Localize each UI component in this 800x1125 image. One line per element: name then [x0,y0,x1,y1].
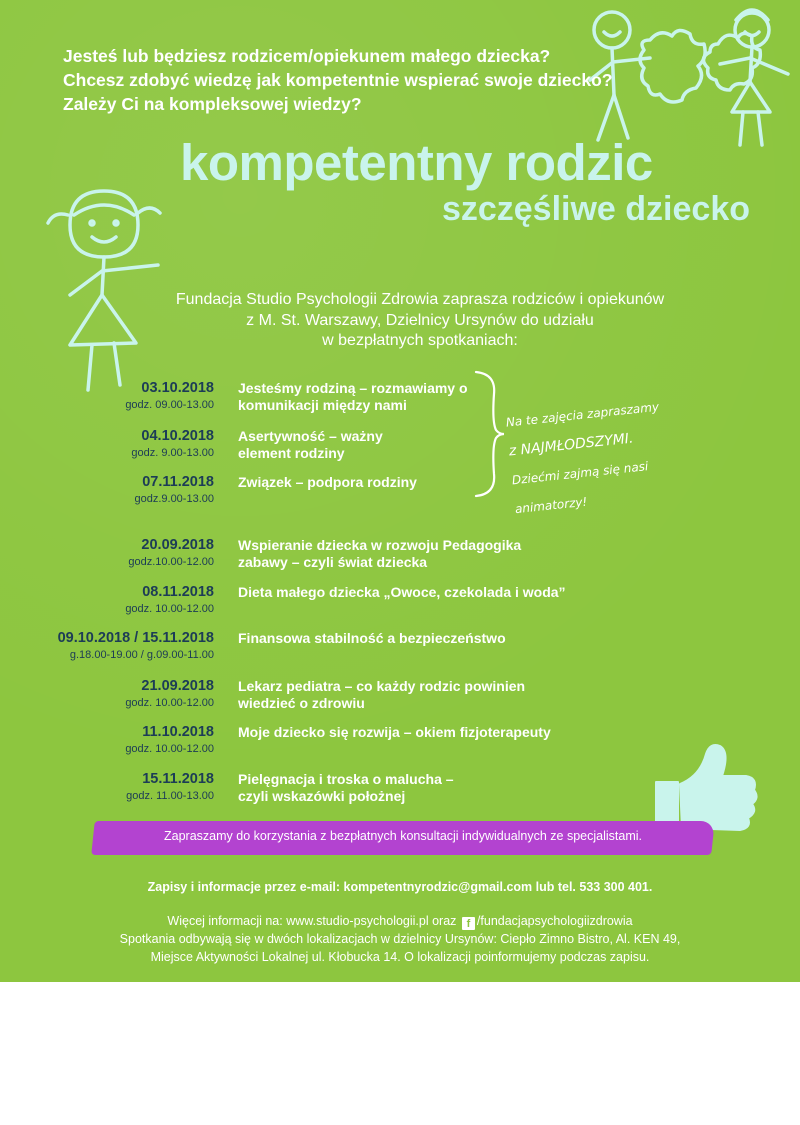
event-time: godz. 9.00-13.00 [131,447,214,459]
locations-line: Spotkania odbywają się w dwóch lokalizacjach w dzielnicy Ursynów: Ciepło Zimno Bistro, Al. KEN 49, [119,932,681,946]
more-info-line [60,912,740,930]
intro-questions [63,44,623,116]
intro-line: Zależy Ci na kompleksowej wiedzy? [63,94,362,114]
intro-line: Chcesz zdobyć wiedzę jak kompetentnie wspierać swoje dziecko? [63,70,613,90]
event-topic: Lekarz pediatra – co każdy rodzic powinien wiedzieć o zdrowiu [238,678,526,711]
invitation-text [120,290,720,352]
event-topic: Moje dziecko się rozwija – okiem fizjoterapeuty [238,724,551,740]
event-time: godz. 11.00-13.00 [126,790,214,802]
event-topic: Jesteśmy rodziną – rozmawiamy o komunikacji między nami [238,380,468,413]
title-sub: szczęśliwe dziecko [441,190,750,228]
locations-line: Miejsce Aktywności Lokalnej ul. Kłobucka 14. O lokalizacji poinformujemy podczas zapisu. [150,950,650,964]
event-date: 11.10.2018 [142,724,214,740]
event-time: godz. 10.00-12.00 [125,603,214,615]
invitation-line: w bezpłatnych spotkaniach: [322,332,518,349]
more-info-text: Więcej informacji na: www.studio-psychologii.pl oraz [167,914,457,928]
note-line: Na te zajęcia zapraszamy [505,399,660,430]
invitation-line: Fundacja Studio Psychologii Zdrowia zaprasza rodziców i opiekunów [175,291,665,308]
contact-line: Zapisy i informacje przez e-mail: kompetentnyrodzic@gmail.com lub tel. 533 300 401. [147,880,653,894]
event-time: godz.10.00-12.00 [128,556,214,568]
event-date: 09.10.2018 / 15.11.2018 [57,630,214,646]
more-info [60,912,740,966]
note-line: z NAJMŁODSZYMI. [508,430,635,460]
facebook-page-link[interactable]: /fundacjapsychologiizdrowia [476,914,633,928]
event-topic: Związek – podpora rodziny [238,474,417,490]
event-date: 21.09.2018 [141,678,214,694]
note-line: Dziećmi zajmą się nasi [511,459,649,488]
event-topic: Finansowa stabilność a bezpieczeństwo [238,630,506,646]
curly-brace [470,368,506,500]
consultation-text: Zapraszamy do korzystania z bezpłatnych konsultacji indywidualnych ze specjalistami. [164,829,642,843]
event-topic: Wspieranie dziecka w rozwoju Pedagogika zabawy – czyli świat dziecka [238,537,522,570]
event-time: g.18.00-19.00 / g.09.00-11.00 [69,649,214,661]
event-topic: Asertywność – ważny element rodziny [238,428,383,461]
facebook-icon: f [462,917,475,930]
footer-logos [0,982,800,1125]
event-time: godz. 10.00-12.00 [125,743,214,755]
title-main: kompetentny rodzic [180,134,653,191]
event-date: 07.11.2018 [142,474,214,490]
handwritten-note [504,388,715,524]
event-time: godz. 09.00-13.00 [125,399,214,411]
note-line: animatorzy! [514,494,588,517]
event-time: godz.9.00-13.00 [134,493,214,505]
event-time: godz. 10.00-12.00 [125,697,214,709]
event-topic: Dieta małego dziecka „Owoce, czekolada i woda” [238,584,566,600]
event-date: 04.10.2018 [141,428,214,444]
event-topic: Pielęgnacja i troska o malucha – czyli wskazówki położnej [238,771,454,804]
intro-line: Jesteś lub będziesz rodzicem/opiekunem małego dziecka? [63,46,551,66]
invitation-line: z M. St. Warszawy, Dzielnicy Ursynów do udziału [246,311,594,329]
event-date: 20.09.2018 [141,537,214,553]
event-date: 03.10.2018 [141,380,214,396]
event-date: 15.11.2018 [142,771,214,787]
event-date: 08.11.2018 [142,584,214,600]
